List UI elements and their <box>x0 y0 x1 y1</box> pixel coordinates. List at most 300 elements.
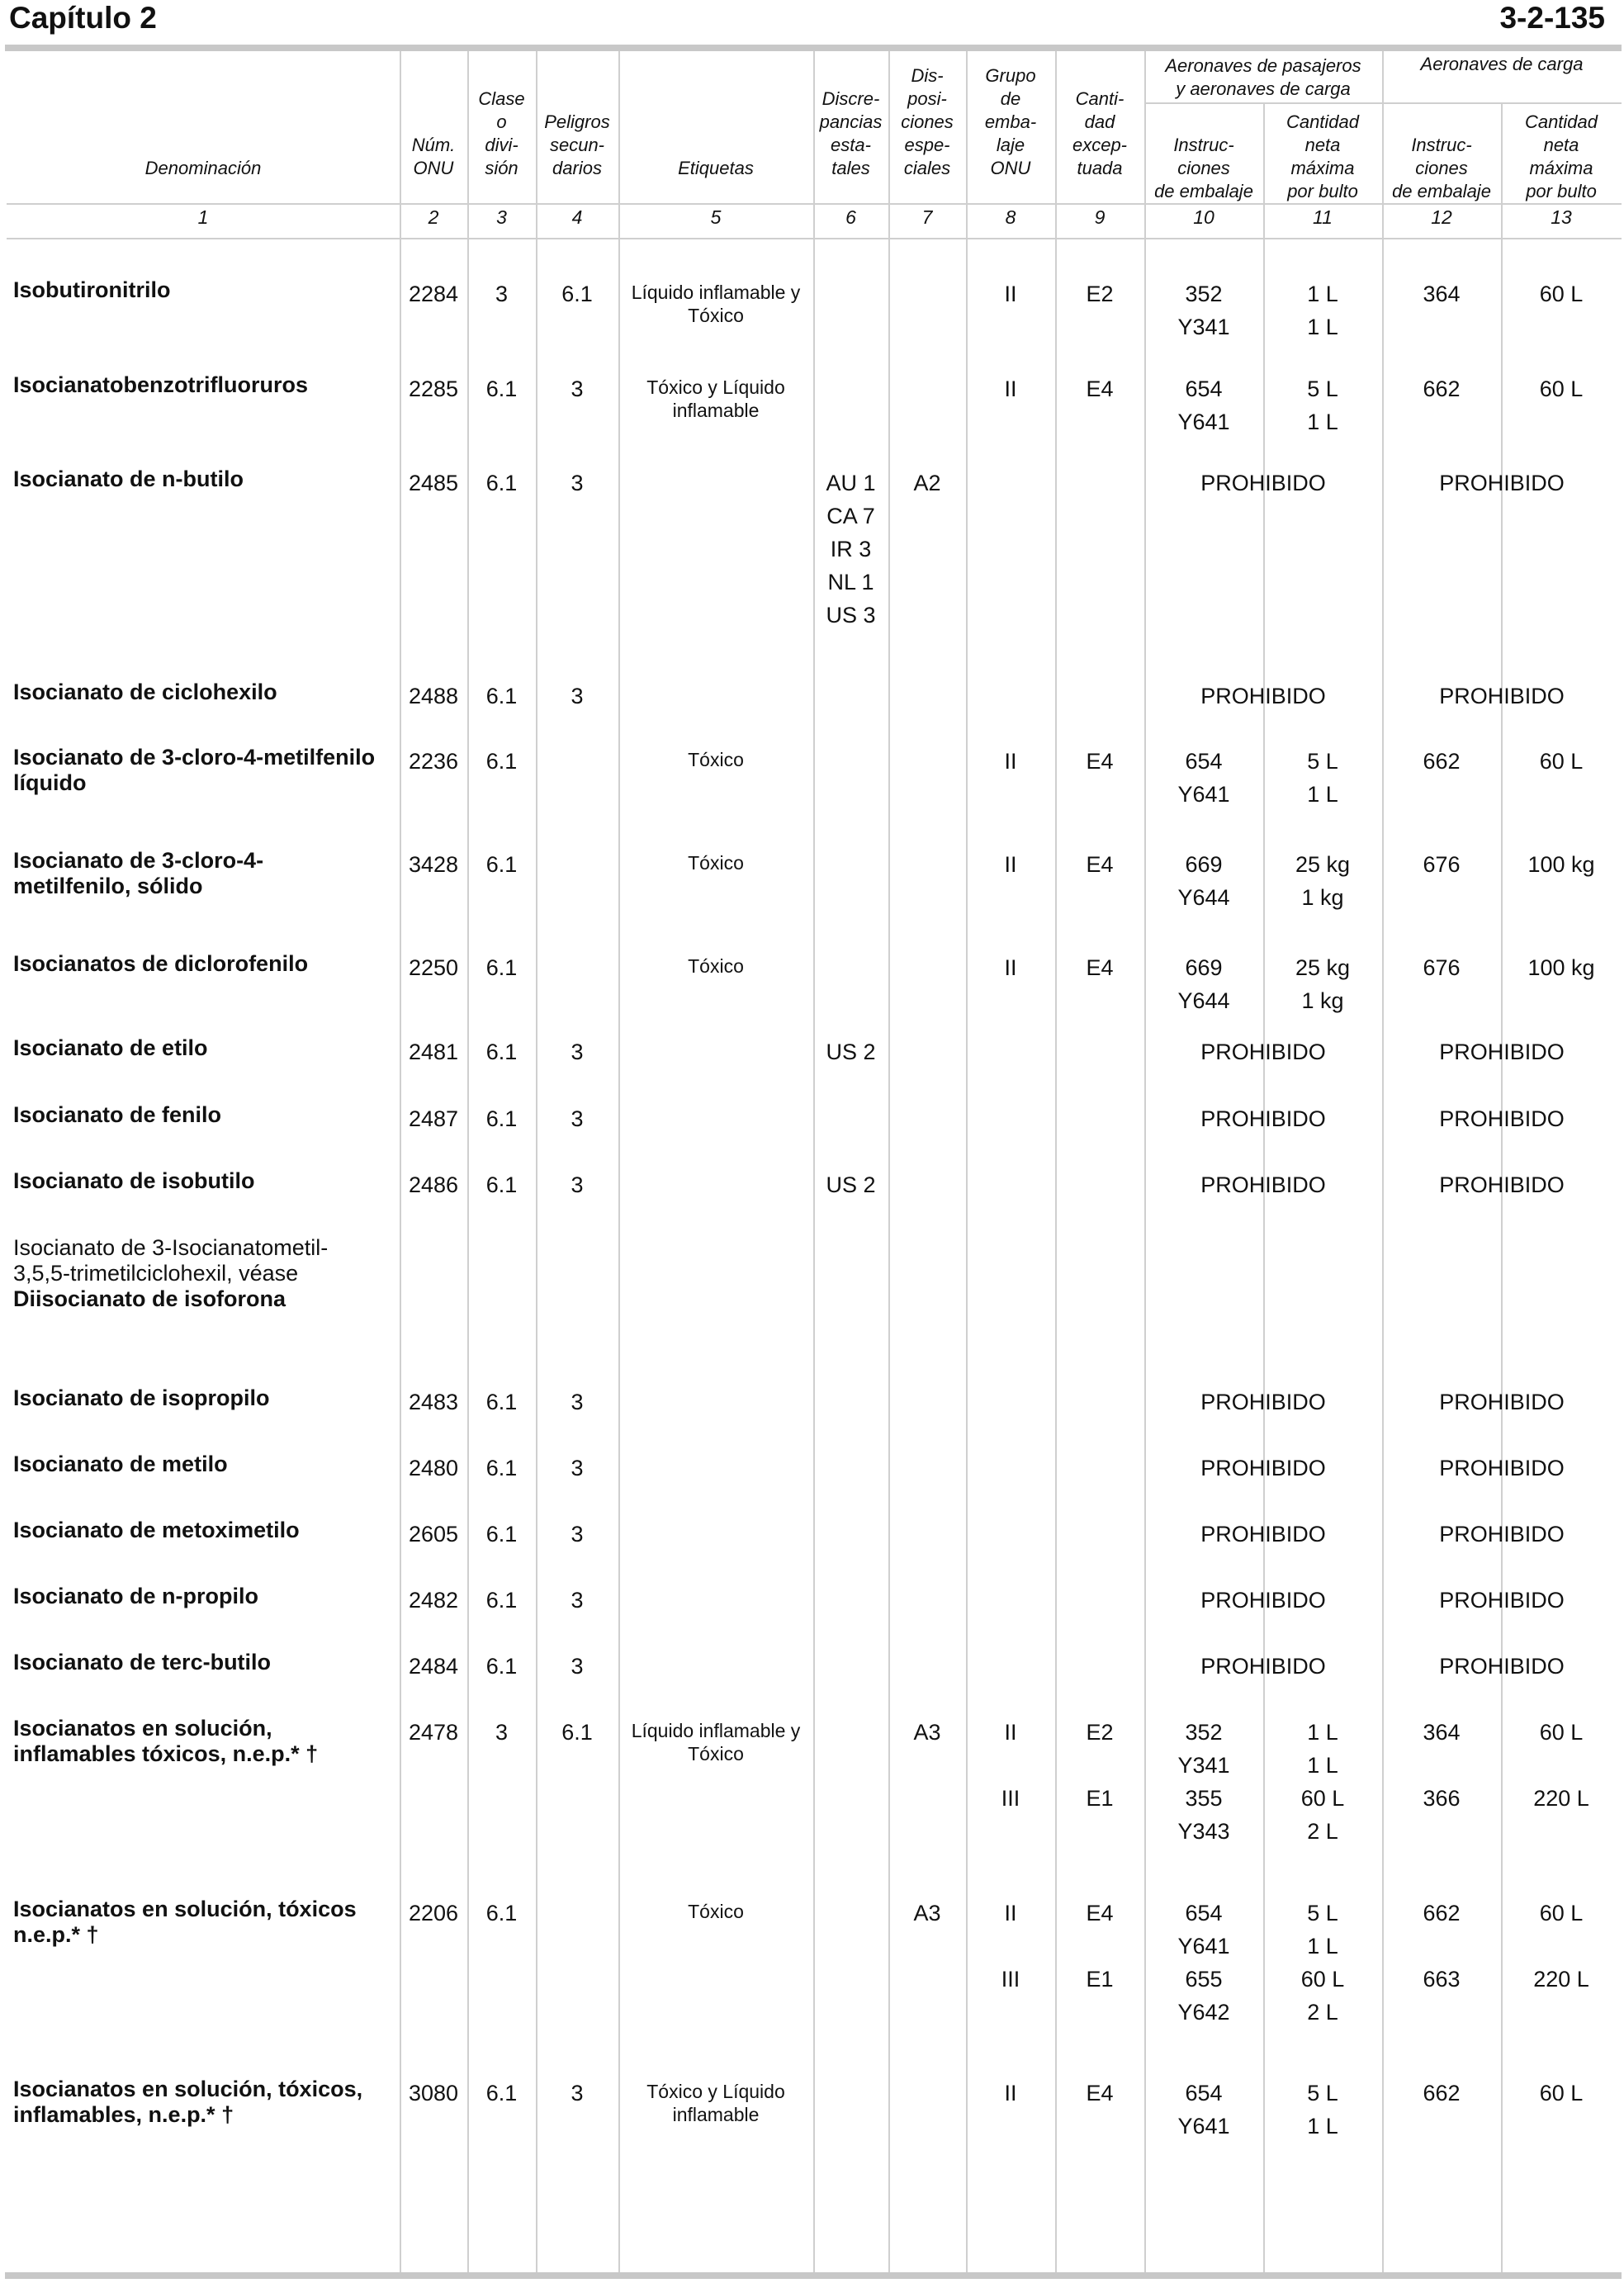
cell-grupo <box>966 2077 1055 2110</box>
cell-line: II <box>1004 1720 1017 1745</box>
denominacion-line: Isocianato de 3-cloro-4- <box>13 848 264 873</box>
cell-cantidad-carga <box>1501 951 1622 984</box>
denominacion-line: Isocianatos en solución, tóxicos <box>13 1897 357 1921</box>
column-number-discrepancias: 6 <box>845 206 856 228</box>
cell-num-onu: 2482 <box>408 1588 459 1613</box>
cell-line: 662 <box>1423 749 1461 774</box>
bottom-rule <box>5 2272 1622 2279</box>
cell-line: 60 L <box>1539 749 1584 774</box>
cell-line: E4 <box>1086 1901 1114 1925</box>
prohibido-pasajeros: PROHIBIDO <box>1200 1106 1326 1131</box>
cell-line: 662 <box>1423 1901 1461 1925</box>
column-divider <box>888 51 890 2272</box>
column-number-grupo: 8 <box>1005 206 1016 228</box>
cell-num-onu: 2236 <box>408 749 459 774</box>
cell-etiquetas <box>618 1719 813 1765</box>
group-header-divider <box>1144 102 1622 104</box>
cell-line: 2 L <box>1307 1819 1338 1844</box>
cell-peligros: 3 <box>571 684 584 708</box>
cell-etiquetas <box>618 2080 813 2126</box>
cell-etiquetas <box>618 1900 813 1923</box>
cell-line: 676 <box>1423 955 1461 980</box>
cell-cantidad-carga <box>1501 848 1622 881</box>
cell-line: 676 <box>1423 852 1461 877</box>
cell-instrucciones-pax <box>1144 1897 1263 2029</box>
col-header-peligros: Peligros secun- darios <box>544 111 610 178</box>
etiqueta-line: Tóxico <box>688 852 744 874</box>
cell-line: E2 <box>1086 1720 1114 1745</box>
denominacion-line: Isocianato de isobutilo <box>13 1168 255 1193</box>
cell-line: 364 <box>1423 1720 1461 1745</box>
denominacion-line: inflamables, n.e.p.* † <box>13 2102 234 2127</box>
cell-line: 100 kg <box>1527 955 1595 980</box>
etiqueta-line: Líquido inflamable y <box>631 1720 801 1741</box>
cell-line: 655 <box>1185 1967 1223 1992</box>
prohibido-pasajeros: PROHIBIDO <box>1200 1654 1326 1679</box>
page-number: 3-2-135 <box>1499 1 1605 35</box>
cell-cantidad-carga <box>1501 2077 1622 2110</box>
prohibido-pasajeros: PROHIBIDO <box>1200 1456 1326 1480</box>
cell-cantidad-carga <box>1501 277 1622 310</box>
cell-grupo <box>966 745 1055 778</box>
cell-num-onu: 2478 <box>408 1720 459 1745</box>
denominacion-line: Isobutironitrilo <box>13 277 171 302</box>
denominacion-line: Isocianato de fenilo <box>13 1102 222 1127</box>
cell-line: 5 L <box>1307 377 1338 401</box>
cell-discrepancias <box>813 1035 888 1068</box>
cell-line: E4 <box>1086 852 1114 877</box>
prohibido-carga: PROHIBIDO <box>1439 1456 1565 1480</box>
cell-cantidad-exceptuada <box>1055 2077 1144 2110</box>
prohibido-pasajeros: PROHIBIDO <box>1200 1588 1326 1613</box>
cell-line: 669 <box>1185 852 1223 877</box>
cell-denominacion <box>13 1584 393 1609</box>
denominacion-line: Isocianato de metilo <box>13 1452 228 1476</box>
cell-clase: 6.1 <box>485 1522 518 1546</box>
cell-denominacion <box>13 2077 393 2128</box>
denominacion-line: Isocianato de n-propilo <box>13 1584 259 1608</box>
cell-instrucciones-pax <box>1144 1716 1263 1848</box>
cell-line: 1 L <box>1307 282 1338 306</box>
cell-disposiciones: A2 <box>913 471 941 495</box>
cell-line: E1 <box>1086 1967 1114 1992</box>
denominacion-line: líquido <box>13 770 87 795</box>
cell-cantidad-exceptuada <box>1055 277 1144 310</box>
cell-line: 25 kg <box>1295 955 1351 980</box>
cell-instrucciones-pax <box>1144 745 1263 811</box>
cell-etiquetas <box>618 954 813 978</box>
denominacion-line: Isocianatos en solución, <box>13 1716 272 1741</box>
cell-line: 1 L <box>1307 782 1338 807</box>
cell-line: 364 <box>1423 282 1461 306</box>
denominacion-line: Isocianato de 3-cloro-4-metilfenilo <box>13 745 376 770</box>
cell-cantidad-pax <box>1263 372 1382 438</box>
cell-etiquetas <box>618 851 813 874</box>
cell-cantidad-pax <box>1263 951 1382 1017</box>
cell-clase: 6.1 <box>485 1390 518 1414</box>
cell-instrucciones-carga <box>1382 372 1501 405</box>
cell-line: Y341 <box>1177 1753 1230 1778</box>
cell-clase: 3 <box>495 1720 509 1745</box>
cell-line: Y641 <box>1177 410 1230 434</box>
etiqueta-line: Tóxico y Líquido <box>646 2081 785 2102</box>
cell-line: Y641 <box>1177 782 1230 807</box>
prohibido-carga: PROHIBIDO <box>1439 684 1565 708</box>
cell-num-onu: 2485 <box>408 471 459 495</box>
col-header-discrepancias: Discre- pancias esta- tales <box>819 88 883 178</box>
cell-line: 662 <box>1423 377 1461 401</box>
chapter-title: Capítulo 2 <box>9 1 157 35</box>
cell-cantidad-pax <box>1263 2077 1382 2143</box>
number-row-divider <box>7 238 1622 239</box>
cell-grupo <box>966 1897 1055 1996</box>
cell-line: Y644 <box>1177 988 1230 1013</box>
cell-line: US 2 <box>826 1172 876 1197</box>
prohibido-carga: PROHIBIDO <box>1439 471 1565 495</box>
cell-cantidad-exceptuada <box>1055 951 1144 984</box>
cell-instrucciones-carga <box>1382 2077 1501 2110</box>
cell-disposiciones: A3 <box>913 1901 941 1925</box>
cell-cantidad-exceptuada <box>1055 1716 1144 1815</box>
cell-etiquetas <box>618 748 813 771</box>
etiqueta-line: Tóxico <box>688 749 744 770</box>
cell-cantidad-carga <box>1501 372 1622 405</box>
prohibido-pasajeros: PROHIBIDO <box>1200 471 1326 495</box>
cell-denominacion <box>13 1650 393 1675</box>
cell-line: II <box>1004 2081 1017 2105</box>
cell-denominacion <box>13 1102 393 1128</box>
cell-line: 100 kg <box>1527 852 1595 877</box>
cell-clase: 6.1 <box>485 1588 518 1613</box>
cell-peligros: 3 <box>571 1172 584 1197</box>
prohibido-carga: PROHIBIDO <box>1439 1390 1565 1414</box>
denominacion-line: Isocianato de etilo <box>13 1035 208 1060</box>
cell-line: E4 <box>1086 955 1114 980</box>
cell-num-onu: 3428 <box>408 852 459 877</box>
cell-line: 654 <box>1185 749 1223 774</box>
cell-line: 1 L <box>1307 2114 1338 2139</box>
cell-clase: 6.1 <box>485 1040 518 1064</box>
cell-line <box>966 1930 1055 1963</box>
cell-grupo <box>966 951 1055 984</box>
cell-grupo <box>966 1716 1055 1815</box>
denominacion-line: Isocianatos de diclorofenilo <box>13 951 309 976</box>
cell-num-onu: 2250 <box>408 955 459 980</box>
cell-clase: 6.1 <box>485 749 518 774</box>
cell-instrucciones-carga <box>1382 1716 1501 1815</box>
cell-line: 366 <box>1423 1786 1461 1811</box>
cell-line: 1 L <box>1307 1720 1338 1745</box>
etiqueta-line: Líquido inflamable y <box>631 282 801 303</box>
column-number-peligros: 4 <box>571 206 583 228</box>
etiqueta-line: Tóxico <box>688 305 744 326</box>
column-divider <box>813 51 815 2272</box>
cell-num-onu: 2481 <box>408 1040 459 1064</box>
cell-line: IR 3 <box>830 537 872 561</box>
cell-clase: 6.1 <box>485 1172 518 1197</box>
col-header-denominacion: Denominación <box>144 158 262 178</box>
etiqueta-line: Tóxico <box>688 1901 744 1922</box>
group-header-carga: Aeronaves de carga <box>1420 54 1584 74</box>
cell-line: Y642 <box>1177 2000 1230 2025</box>
etiqueta-line: Tóxico <box>688 955 744 977</box>
column-number-clase: 3 <box>496 206 507 228</box>
cell-clase: 6.1 <box>485 471 518 495</box>
denominacion-line: Isocianato de terc-butilo <box>13 1650 272 1674</box>
cell-line <box>1382 1930 1501 1963</box>
prohibido-carga: PROHIBIDO <box>1439 1172 1565 1197</box>
cell-line: 654 <box>1185 1901 1223 1925</box>
cell-line <box>1055 1930 1144 1963</box>
cell-instrucciones-pax <box>1144 951 1263 1017</box>
cell-cantidad-exceptuada <box>1055 745 1144 778</box>
cell-cantidad-carga <box>1501 1897 1622 1996</box>
cell-num-onu: 2488 <box>408 684 459 708</box>
cell-grupo <box>966 848 1055 881</box>
cell-line: 355 <box>1185 1786 1223 1811</box>
cell-instrucciones-carga <box>1382 1897 1501 1996</box>
cell-cantidad-pax <box>1263 1716 1382 1848</box>
cell-instrucciones-pax <box>1144 848 1263 914</box>
cell-line: 60 L <box>1300 1786 1345 1811</box>
cell-disposiciones: A3 <box>913 1720 941 1745</box>
etiqueta-line: inflamable <box>672 400 760 421</box>
cell-line: II <box>1004 1901 1017 1925</box>
cell-line: 60 L <box>1539 282 1584 306</box>
cell-line: 663 <box>1423 1967 1461 1992</box>
cell-denominacion <box>13 372 393 398</box>
cell-line: 220 L <box>1533 1786 1589 1811</box>
cell-cantidad-pax <box>1263 277 1382 343</box>
cell-denominacion <box>13 1716 393 1767</box>
cell-clase: 6.1 <box>485 1901 518 1925</box>
column-number-cantidad-carga: 13 <box>1551 206 1572 228</box>
cell-line: 654 <box>1185 2081 1223 2105</box>
denominacion-line: Isocianatos en solución, tóxicos, <box>13 2077 363 2101</box>
cell-line: E1 <box>1086 1786 1114 1811</box>
col-header-instrucciones-carga: Instruc- ciones de embalaje <box>1392 135 1491 201</box>
col-header-instrucciones-pax: Instruc- ciones de embalaje <box>1154 135 1253 201</box>
cell-line: 1 kg <box>1301 885 1344 910</box>
cell-line: Y641 <box>1177 1934 1230 1959</box>
cell-line: 1 kg <box>1301 988 1344 1013</box>
cell-line: E4 <box>1086 377 1114 401</box>
cell-peligros: 3 <box>571 1390 584 1414</box>
cell-clase: 3 <box>495 282 509 306</box>
cell-denominacion <box>13 680 393 705</box>
cell-line: II <box>1004 282 1017 306</box>
cell-discrepancias <box>813 467 888 632</box>
cell-cantidad-carga <box>1501 1716 1622 1815</box>
cell-line: 2 L <box>1307 2000 1338 2025</box>
cell-line <box>1055 1749 1144 1782</box>
cell-line: E4 <box>1086 749 1114 774</box>
cell-line: III <box>1001 1786 1020 1811</box>
cell-line: 5 L <box>1307 749 1338 774</box>
cell-peligros: 3 <box>571 471 584 495</box>
denominacion-line: Isocianato de isopropilo <box>13 1385 270 1410</box>
cell-line: 220 L <box>1533 1967 1589 1992</box>
cell-num-onu: 2486 <box>408 1172 459 1197</box>
cell-grupo <box>966 372 1055 405</box>
cell-denominacion <box>13 277 393 303</box>
cell-discrepancias <box>813 1168 888 1201</box>
cell-cantidad-carga <box>1501 745 1622 778</box>
cell-cantidad-exceptuada <box>1055 848 1144 881</box>
cell-cantidad-pax <box>1263 848 1382 914</box>
cell-line: 1 L <box>1307 1753 1338 1778</box>
cell-line: 60 L <box>1539 2081 1584 2105</box>
cell-denominacion <box>13 1035 393 1061</box>
see-entry: Isocianato de 3-Isocianatometil- 3,5,5-trimetilciclohexil, véase Diisocianato de isoforona <box>13 1235 329 1311</box>
prohibido-pasajeros: PROHIBIDO <box>1200 1040 1326 1064</box>
column-number-cantidad-pax: 11 <box>1313 206 1333 228</box>
cell-num-onu: 2605 <box>408 1522 459 1546</box>
col-header-cantidad-carga: Cantidad neta máxima por bulto <box>1524 111 1598 201</box>
cell-peligros: 6.1 <box>561 282 593 306</box>
cell-line: II <box>1004 955 1017 980</box>
cell-line: Y343 <box>1177 1819 1230 1844</box>
cell-peligros: 3 <box>571 377 584 401</box>
cell-line: Y341 <box>1177 315 1230 339</box>
cell-line: US 3 <box>826 603 876 628</box>
cell-line: E2 <box>1086 282 1114 306</box>
cell-line: II <box>1004 749 1017 774</box>
cell-line: 25 kg <box>1295 852 1351 877</box>
cell-line: III <box>1001 1967 1020 1992</box>
cell-num-onu: 2487 <box>408 1106 459 1131</box>
prohibido-carga: PROHIBIDO <box>1439 1588 1565 1613</box>
cell-instrucciones-carga <box>1382 277 1501 310</box>
prohibido-pasajeros: PROHIBIDO <box>1200 684 1326 708</box>
denominacion-line: Isocianato de metoximetilo <box>13 1518 300 1542</box>
cell-clase: 6.1 <box>485 955 518 980</box>
col-header-clase: Clase o divi- sión <box>478 88 525 178</box>
col-header-disposiciones: Dis- posi- ciones espe- ciales <box>901 65 954 178</box>
cell-etiquetas <box>618 376 813 422</box>
column-number-instrucciones-carga: 12 <box>1431 206 1452 228</box>
cell-cantidad-exceptuada <box>1055 372 1144 405</box>
prohibido-pasajeros: PROHIBIDO <box>1200 1522 1326 1546</box>
cell-instrucciones-carga <box>1382 848 1501 881</box>
cell-line: 5 L <box>1307 1901 1338 1925</box>
col-header-etiquetas: Etiquetas <box>678 158 754 178</box>
prohibido-carga: PROHIBIDO <box>1439 1040 1565 1064</box>
prohibido-pasajeros: PROHIBIDO <box>1200 1390 1326 1414</box>
cell-line: E4 <box>1086 2081 1114 2105</box>
prohibido-carga: PROHIBIDO <box>1439 1654 1565 1679</box>
column-number-cantidad-exceptuada: 9 <box>1094 206 1106 228</box>
cell-instrucciones-pax <box>1144 277 1263 343</box>
cell-line: Y644 <box>1177 885 1230 910</box>
cell-num-onu: 3080 <box>408 2081 459 2105</box>
cell-clase: 6.1 <box>485 852 518 877</box>
cell-num-onu: 2483 <box>408 1390 459 1414</box>
cell-cantidad-pax <box>1263 745 1382 811</box>
cell-line: CA 7 <box>826 504 875 528</box>
cell-line <box>1501 1749 1622 1782</box>
denominacion-line: Isocianato de n-butilo <box>13 467 244 491</box>
cell-line: AU 1 <box>826 471 876 495</box>
column-number-disposiciones: 7 <box>921 206 933 228</box>
cell-line: II <box>1004 377 1017 401</box>
cell-line: 352 <box>1185 282 1223 306</box>
cell-clase: 6.1 <box>485 1456 518 1480</box>
group-header-pasajeros: Aeronaves de pasajeros y aeronaves de carga <box>1165 55 1361 99</box>
cell-clase: 6.1 <box>485 684 518 708</box>
cell-denominacion <box>13 467 393 492</box>
cell-num-onu: 2480 <box>408 1456 459 1480</box>
cell-num-onu: 2285 <box>408 377 459 401</box>
cell-denominacion <box>13 848 393 899</box>
cell-cantidad-exceptuada <box>1055 1897 1144 1996</box>
cell-line: 60 L <box>1300 1967 1345 1992</box>
cell-peligros: 3 <box>571 1654 584 1679</box>
col-header-grupo: Grupo de emba- laje ONU <box>984 65 1037 178</box>
cell-instrucciones-pax <box>1144 372 1263 438</box>
cell-line: US 2 <box>826 1040 876 1064</box>
cell-peligros: 3 <box>571 1522 584 1546</box>
etiqueta-line: Tóxico <box>688 1743 744 1764</box>
column-number-num-onu: 2 <box>428 206 439 228</box>
column-number-denominacion: 1 <box>197 206 209 228</box>
cell-line: Y641 <box>1177 2114 1230 2139</box>
denominacion-line: Isocianato de ciclohexilo <box>13 680 277 704</box>
cell-peligros: 3 <box>571 2081 584 2105</box>
cell-line: 662 <box>1423 2081 1461 2105</box>
cell-clase: 6.1 <box>485 377 518 401</box>
col-header-cantidad-pax: Cantidad neta máxima por bulto <box>1285 111 1360 201</box>
cell-peligros: 3 <box>571 1040 584 1064</box>
denominacion-line: n.e.p.* † <box>13 1922 99 1947</box>
cell-clase: 6.1 <box>485 1654 518 1679</box>
cell-num-onu: 2206 <box>408 1901 459 1925</box>
cell-clase: 6.1 <box>485 1106 518 1131</box>
cell-line: 60 L <box>1539 1720 1584 1745</box>
page-header <box>7 0 1617 45</box>
cell-line: NL 1 <box>827 570 874 594</box>
cell-line: 5 L <box>1307 2081 1338 2105</box>
etiqueta-line: Tóxico y Líquido <box>646 377 785 398</box>
column-number-instrucciones-pax: 10 <box>1193 206 1214 228</box>
cell-peligros: 3 <box>571 1106 584 1131</box>
cell-line <box>1501 1930 1622 1963</box>
cell-etiquetas <box>618 281 813 327</box>
cell-line <box>1382 1749 1501 1782</box>
cell-denominacion <box>13 951 393 977</box>
cell-denominacion <box>13 1518 393 1543</box>
cell-line: 654 <box>1185 377 1223 401</box>
cell-num-onu: 2484 <box>408 1654 459 1679</box>
cell-line: II <box>1004 852 1017 877</box>
denominacion-line: inflamables tóxicos, n.e.p.* † <box>13 1741 319 1766</box>
prohibido-pasajeros: PROHIBIDO <box>1200 1172 1326 1197</box>
cell-instrucciones-carga <box>1382 745 1501 778</box>
cell-denominacion <box>13 1168 393 1194</box>
cell-peligros: 6.1 <box>561 1720 593 1745</box>
column-number-etiquetas: 5 <box>710 206 722 228</box>
cell-instrucciones-carga <box>1382 951 1501 984</box>
cell-cantidad-pax <box>1263 1897 1382 2029</box>
prohibido-carga: PROHIBIDO <box>1439 1106 1565 1131</box>
cell-denominacion <box>13 1385 393 1411</box>
cell-peligros: 3 <box>571 1588 584 1613</box>
cell-line: 1 L <box>1307 315 1338 339</box>
col-header-cantidad-exceptuada: Canti- dad excep- tuada <box>1072 88 1128 178</box>
denominacion-line: Isocianatobenzotrifluoruros <box>13 372 309 397</box>
cell-instrucciones-pax <box>1144 2077 1263 2143</box>
col-header-num-onu: Núm. ONU <box>411 135 456 178</box>
